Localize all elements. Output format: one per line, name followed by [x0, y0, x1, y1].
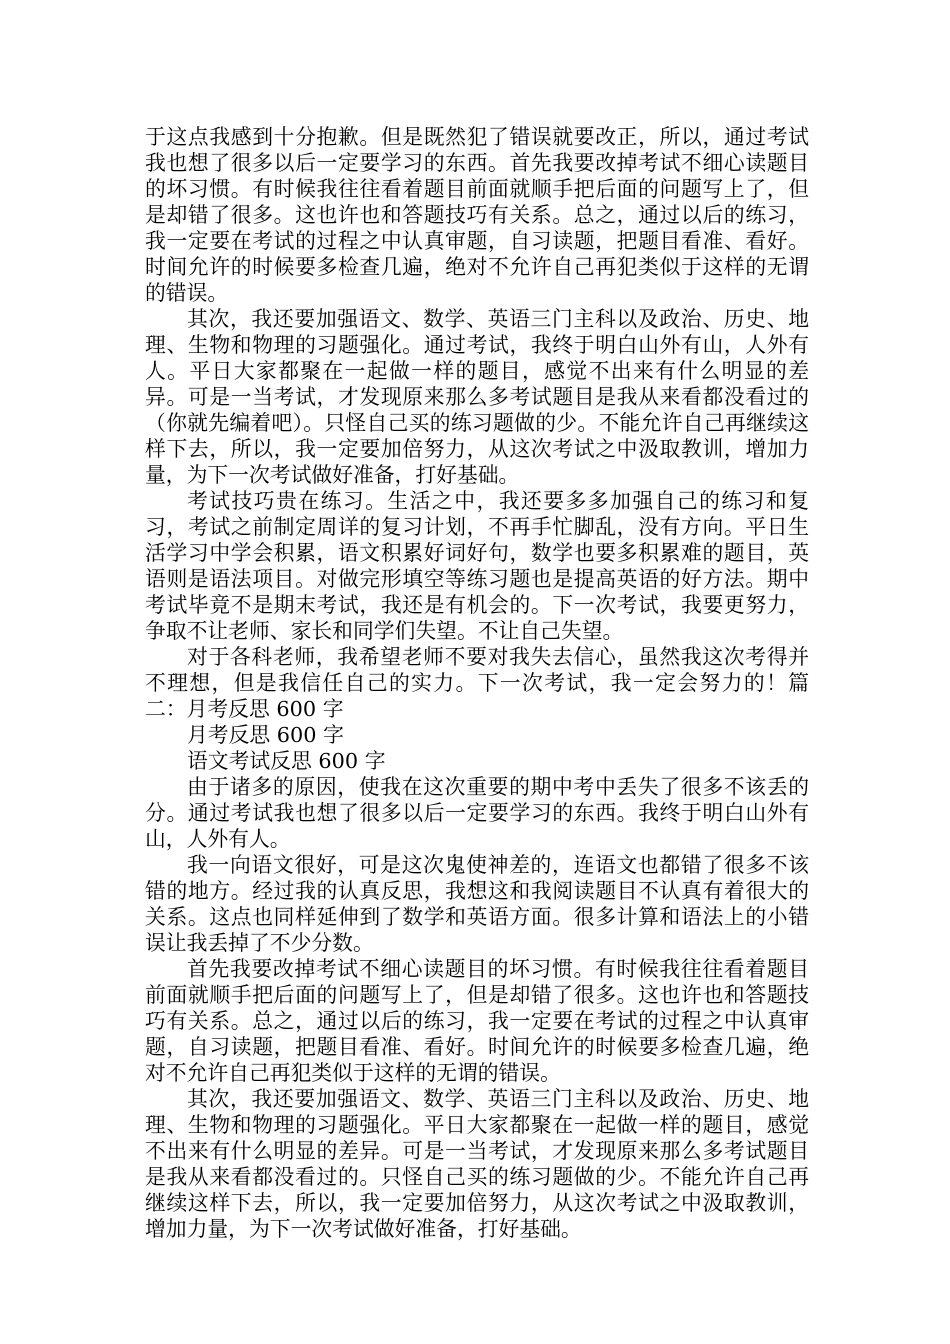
- paragraph-subjects-practice: 其次，我还要加强语文、数学、英语三门主科以及政治、历史、地理、生物和物理的习题强化。通过考试，我终于明白山外有山，人外有人。平日大家都聚在一起做一样的题目，感觉不出来有什么明显的差异。可是一当考试，才发现原来那么多考试题目是我从来看都没看过的（你就先编着吧）。只怪自己买的练习题做的少。不能允许自己再继续这样下去，所以，我一定要加倍努力，从这次考试之中汲取教训，增加力量，为下一次考试做好准备，打好基础。: [145, 307, 809, 487]
- paragraph-apology: 于这点我感到十分抱歉。但是既然犯了错误就要改正，所以，通过考试我也想了很多以后一定要学习的东西。首先我要改掉考试不细心读题目的坏习惯。有时候我往往看着题目前面就顺手把后面的问题写上了，但是却错了很多。这也许也和答题技巧有关系。总之，通过以后的练习，我一定要在考试的过程之中认真审题，自习读题，把题目看准、看好。时间允许的时候要多检查几遍，绝对不允许自己再犯类似于这样的无谓的错误。: [145, 125, 809, 305]
- paragraph-careless-reading: 首先我要改掉考试不细心读题目的坏习惯。有时候我往往看着题目前面就顺手把后面的问题写上了，但是却错了很多。这也许也和答题技巧有关系。总之，通过以后的练习，我一定要在考试的过程之中认真审题，自习读题，把题目看准、看好。时间允许的时候要多检查几遍，绝对不允许自己再犯类似于这样的无谓的错误。: [145, 957, 809, 1085]
- heading-chinese-reflection: 语文考试反思 600 字: [187, 749, 386, 773]
- paragraph-lost-points: 由于诸多的原因，使我在这次重要的期中考中丢失了很多不该丢的分。通过考试我也想了很多以后一定要学习的东西。我终于明白山外有山，人外有人。: [145, 775, 809, 851]
- paragraph-chinese-mistakes: 我一向语文很好，可是这次鬼使神差的，连语文也都错了很多不该错的地方。经过我的认真反思，我想这和我阅读题目不认真有着很大的关系。这点也同样延伸到了数学和英语方面。很多计算和语法上的小错误让我丢掉了不少分数。: [145, 853, 809, 955]
- document-body: [145, 124, 809, 1242]
- paragraph-strengthen-subjects: 其次，我还要加强语文、数学、英语三门主科以及政治、历史、地理、生物和物理的习题强化。平日大家都聚在一起做一样的题目，感觉不出来有什么明显的差异。可是一当考试，才发现原来那么多考试题目是我从来看都没看过的。只怪自己买的练习题做的少。不能允许自己再继续这样下去，所以，我一定要加倍努力，从这次考试之中汲取教训，增加力量，为下一次考试做好准备，打好基础。: [145, 1087, 809, 1241]
- paragraph-teachers: 对于各科老师，我希望老师不要对我失去信心，虽然我这次考得并不理想，但是我信任自己的实力。下一次考试，我一定会努力的！篇二：月考反思 600 字: [145, 645, 809, 721]
- heading-monthly-reflection: 月考反思 600 字: [187, 723, 344, 747]
- paragraph-exam-skills: 考试技巧贵在练习。生活之中，我还要多多加强自己的练习和复习，考试之前制定周详的复习计划，不再手忙脚乱，没有方向。平日生活学习中学会积累，语文积累好词好句，数学也要多积累难的题目，英语则是语法项目。对做完形填空等练习题也是提高英语的好方法。期中考试毕竟不是期末考试，我还是有机会的。下一次考试，我要更努力，争取不让老师、家长和同学们失望。不让自己失望。: [145, 489, 809, 643]
